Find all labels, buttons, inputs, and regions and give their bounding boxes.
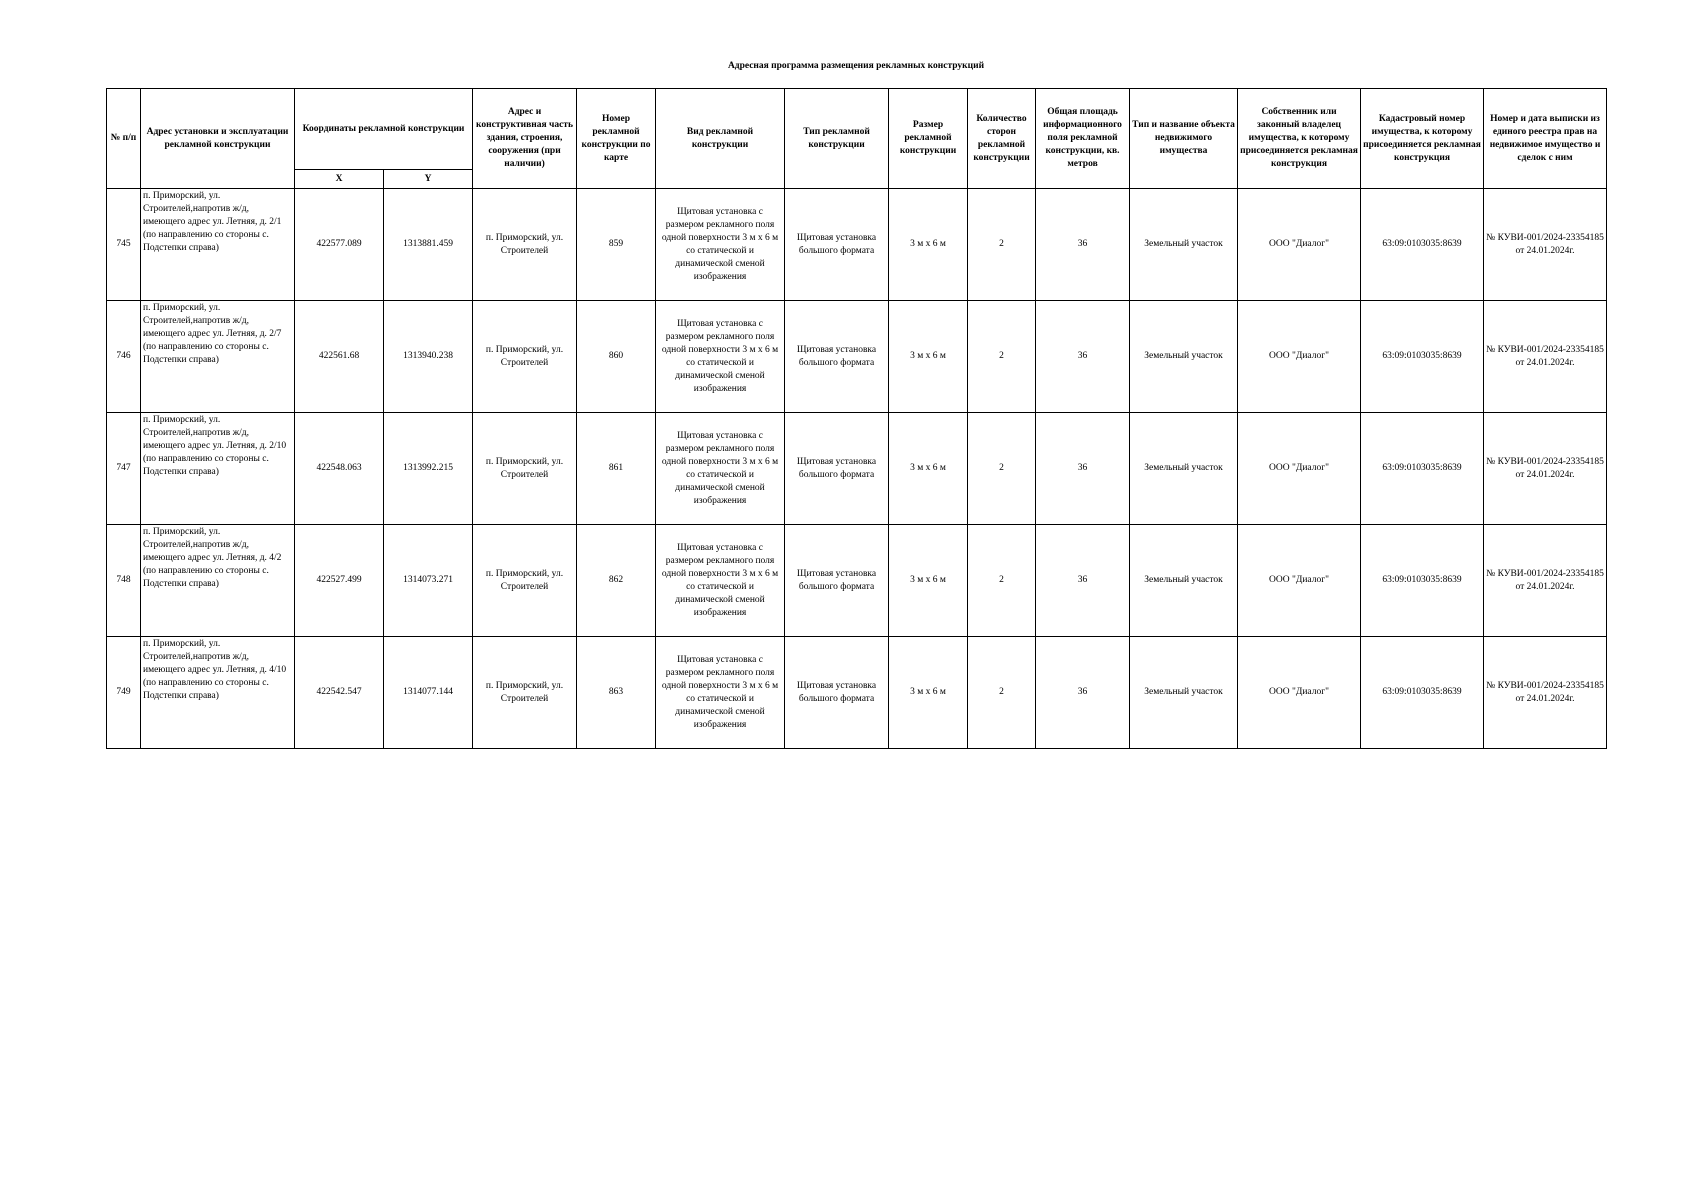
cell-view: Щитовая установка с размером рекламного поля одной поверхности 3 м х 6 м со статической и динамической сменой изображения <box>656 525 785 637</box>
cell-map-number: 861 <box>577 413 656 525</box>
cell-type: Щитовая установка большого формата <box>785 525 889 637</box>
cell-area: 36 <box>1036 413 1130 525</box>
cell-sides: 2 <box>968 525 1036 637</box>
cell-address: п. Приморский, ул. Строителей,напротив ж/д, имеющего адрес ул. Летняя, д. 2/7 (по направлению со стороны с. Подстепки справа) <box>141 301 295 413</box>
cell-y: 1314077.144 <box>384 637 473 749</box>
header-cadastral: Кадастровый номер имущества, к которому присоединяется рекламная конструкция <box>1361 89 1484 189</box>
cell-x: 422548.063 <box>295 413 384 525</box>
cell-view: Щитовая установка с размером рекламного поля одной поверхности 3 м х 6 м со статической и динамической сменой изображения <box>656 189 785 301</box>
cell-view: Щитовая установка с размером рекламного поля одной поверхности 3 м х 6 м со статической и динамической сменой изображения <box>656 413 785 525</box>
cell-x: 422527.499 <box>295 525 384 637</box>
cell-property: Земельный участок <box>1130 525 1238 637</box>
cell-area: 36 <box>1036 637 1130 749</box>
cell-owner: ООО "Диалог" <box>1238 413 1361 525</box>
cell-num: 747 <box>107 413 141 525</box>
cell-address: п. Приморский, ул. Строителей,напротив ж/д, имеющего адрес ул. Летняя, д. 4/10 (по направлению со стороны с. Подстепки справа) <box>141 637 295 749</box>
cell-extract: № КУВИ-001/2024-23354185 от 24.01.2024г. <box>1484 301 1607 413</box>
cell-num: 748 <box>107 525 141 637</box>
header-coords: Координаты рекламной конструкции <box>295 89 473 170</box>
cell-cadastral: 63:09:0103035:8639 <box>1361 189 1484 301</box>
header-owner: Собственник или законный владелец имущества, к которому присоединяется рекламная конструкция <box>1238 89 1361 189</box>
cell-area: 36 <box>1036 189 1130 301</box>
cell-size: 3 м х 6 м <box>889 637 968 749</box>
header-sides: Количество сторон рекламной конструкции <box>968 89 1036 189</box>
cell-x: 422542.547 <box>295 637 384 749</box>
cell-building: п. Приморский, ул. Строителей <box>473 525 577 637</box>
cell-address: п. Приморский, ул. Строителей,напротив ж/д, имеющего адрес ул. Летняя, д. 2/1 (по направлению со стороны с. Подстепки справа) <box>141 189 295 301</box>
cell-sides: 2 <box>968 189 1036 301</box>
cell-building: п. Приморский, ул. Строителей <box>473 301 577 413</box>
table-row <box>107 189 1607 301</box>
cell-y: 1313940.238 <box>384 301 473 413</box>
header-size: Размер рекламной конструкции <box>889 89 968 189</box>
cell-sides: 2 <box>968 637 1036 749</box>
header-num: № п/п <box>107 89 141 189</box>
cell-building: п. Приморский, ул. Строителей <box>473 637 577 749</box>
cell-owner: ООО "Диалог" <box>1238 189 1361 301</box>
cell-y: 1314073.271 <box>384 525 473 637</box>
cell-type: Щитовая установка большого формата <box>785 301 889 413</box>
cell-y: 1313992.215 <box>384 413 473 525</box>
cell-view: Щитовая установка с размером рекламного поля одной поверхности 3 м х 6 м со статической и динамической сменой изображения <box>656 301 785 413</box>
header-address: Адрес установки и эксплуатации рекламной конструкции <box>141 89 295 189</box>
header-extract: Номер и дата выписки из единого реестра прав на недвижимое имущество и сделок с ним <box>1484 89 1607 189</box>
cell-map-number: 859 <box>577 189 656 301</box>
header-coord-y: Y <box>384 170 473 189</box>
table-row <box>107 525 1607 637</box>
cell-num: 749 <box>107 637 141 749</box>
page-title: Адресная программа размещения рекламных конструкций <box>727 61 985 71</box>
cell-num: 745 <box>107 189 141 301</box>
cell-type: Щитовая установка большого формата <box>785 637 889 749</box>
cell-address: п. Приморский, ул. Строителей,напротив ж/д, имеющего адрес ул. Летняя, д. 2/10 (по направлению со стороны с. Подстепки справа) <box>141 413 295 525</box>
header-view: Вид рекламной конструкции <box>656 89 785 189</box>
header-coord-x: X <box>295 170 384 189</box>
cell-cadastral: 63:09:0103035:8639 <box>1361 413 1484 525</box>
table-header <box>107 89 1607 189</box>
header-property: Тип и название объекта недвижимого имущества <box>1130 89 1238 189</box>
cell-extract: № КУВИ-001/2024-23354185 от 24.01.2024г. <box>1484 637 1607 749</box>
cell-cadastral: 63:09:0103035:8639 <box>1361 525 1484 637</box>
header-building: Адрес и конструктивная часть здания, строения, сооружения (при наличии) <box>473 89 577 189</box>
table-row <box>107 301 1607 413</box>
cell-area: 36 <box>1036 525 1130 637</box>
cell-map-number: 860 <box>577 301 656 413</box>
cell-cadastral: 63:09:0103035:8639 <box>1361 301 1484 413</box>
cell-type: Щитовая установка большого формата <box>785 189 889 301</box>
table-row <box>107 637 1607 749</box>
cell-owner: ООО "Диалог" <box>1238 301 1361 413</box>
cell-x: 422577.089 <box>295 189 384 301</box>
advertising-program-table <box>106 88 1607 749</box>
cell-y: 1313881.459 <box>384 189 473 301</box>
cell-num: 746 <box>107 301 141 413</box>
cell-map-number: 863 <box>577 637 656 749</box>
cell-size: 3 м х 6 м <box>889 413 968 525</box>
cell-building: п. Приморский, ул. Строителей <box>473 413 577 525</box>
cell-building: п. Приморский, ул. Строителей <box>473 189 577 301</box>
cell-x: 422561.68 <box>295 301 384 413</box>
cell-area: 36 <box>1036 301 1130 413</box>
cell-view: Щитовая установка с размером рекламного поля одной поверхности 3 м х 6 м со статической и динамической сменой изображения <box>656 637 785 749</box>
header-area: Общая площадь информационного поля рекламной конструкции, кв. метров <box>1036 89 1130 189</box>
cell-map-number: 862 <box>577 525 656 637</box>
cell-owner: ООО "Диалог" <box>1238 525 1361 637</box>
cell-address: п. Приморский, ул. Строителей,напротив ж/д, имеющего адрес ул. Летняя, д. 4/2 (по направлению со стороны с. Подстепки справа) <box>141 525 295 637</box>
cell-property: Земельный участок <box>1130 413 1238 525</box>
cell-cadastral: 63:09:0103035:8639 <box>1361 637 1484 749</box>
cell-extract: № КУВИ-001/2024-23354185 от 24.01.2024г. <box>1484 413 1607 525</box>
cell-type: Щитовая установка большого формата <box>785 413 889 525</box>
cell-size: 3 м х 6 м <box>889 301 968 413</box>
header-type: Тип рекламной конструкции <box>785 89 889 189</box>
cell-extract: № КУВИ-001/2024-23354185 от 24.01.2024г. <box>1484 189 1607 301</box>
cell-size: 3 м х 6 м <box>889 189 968 301</box>
cell-sides: 2 <box>968 301 1036 413</box>
cell-property: Земельный участок <box>1130 301 1238 413</box>
cell-property: Земельный участок <box>1130 637 1238 749</box>
cell-size: 3 м х 6 м <box>889 525 968 637</box>
cell-owner: ООО "Диалог" <box>1238 637 1361 749</box>
table-row <box>107 413 1607 525</box>
cell-extract: № КУВИ-001/2024-23354185 от 24.01.2024г. <box>1484 525 1607 637</box>
cell-sides: 2 <box>968 413 1036 525</box>
cell-property: Земельный участок <box>1130 189 1238 301</box>
header-map-number: Номер рекламной конструкции по карте <box>577 89 656 189</box>
